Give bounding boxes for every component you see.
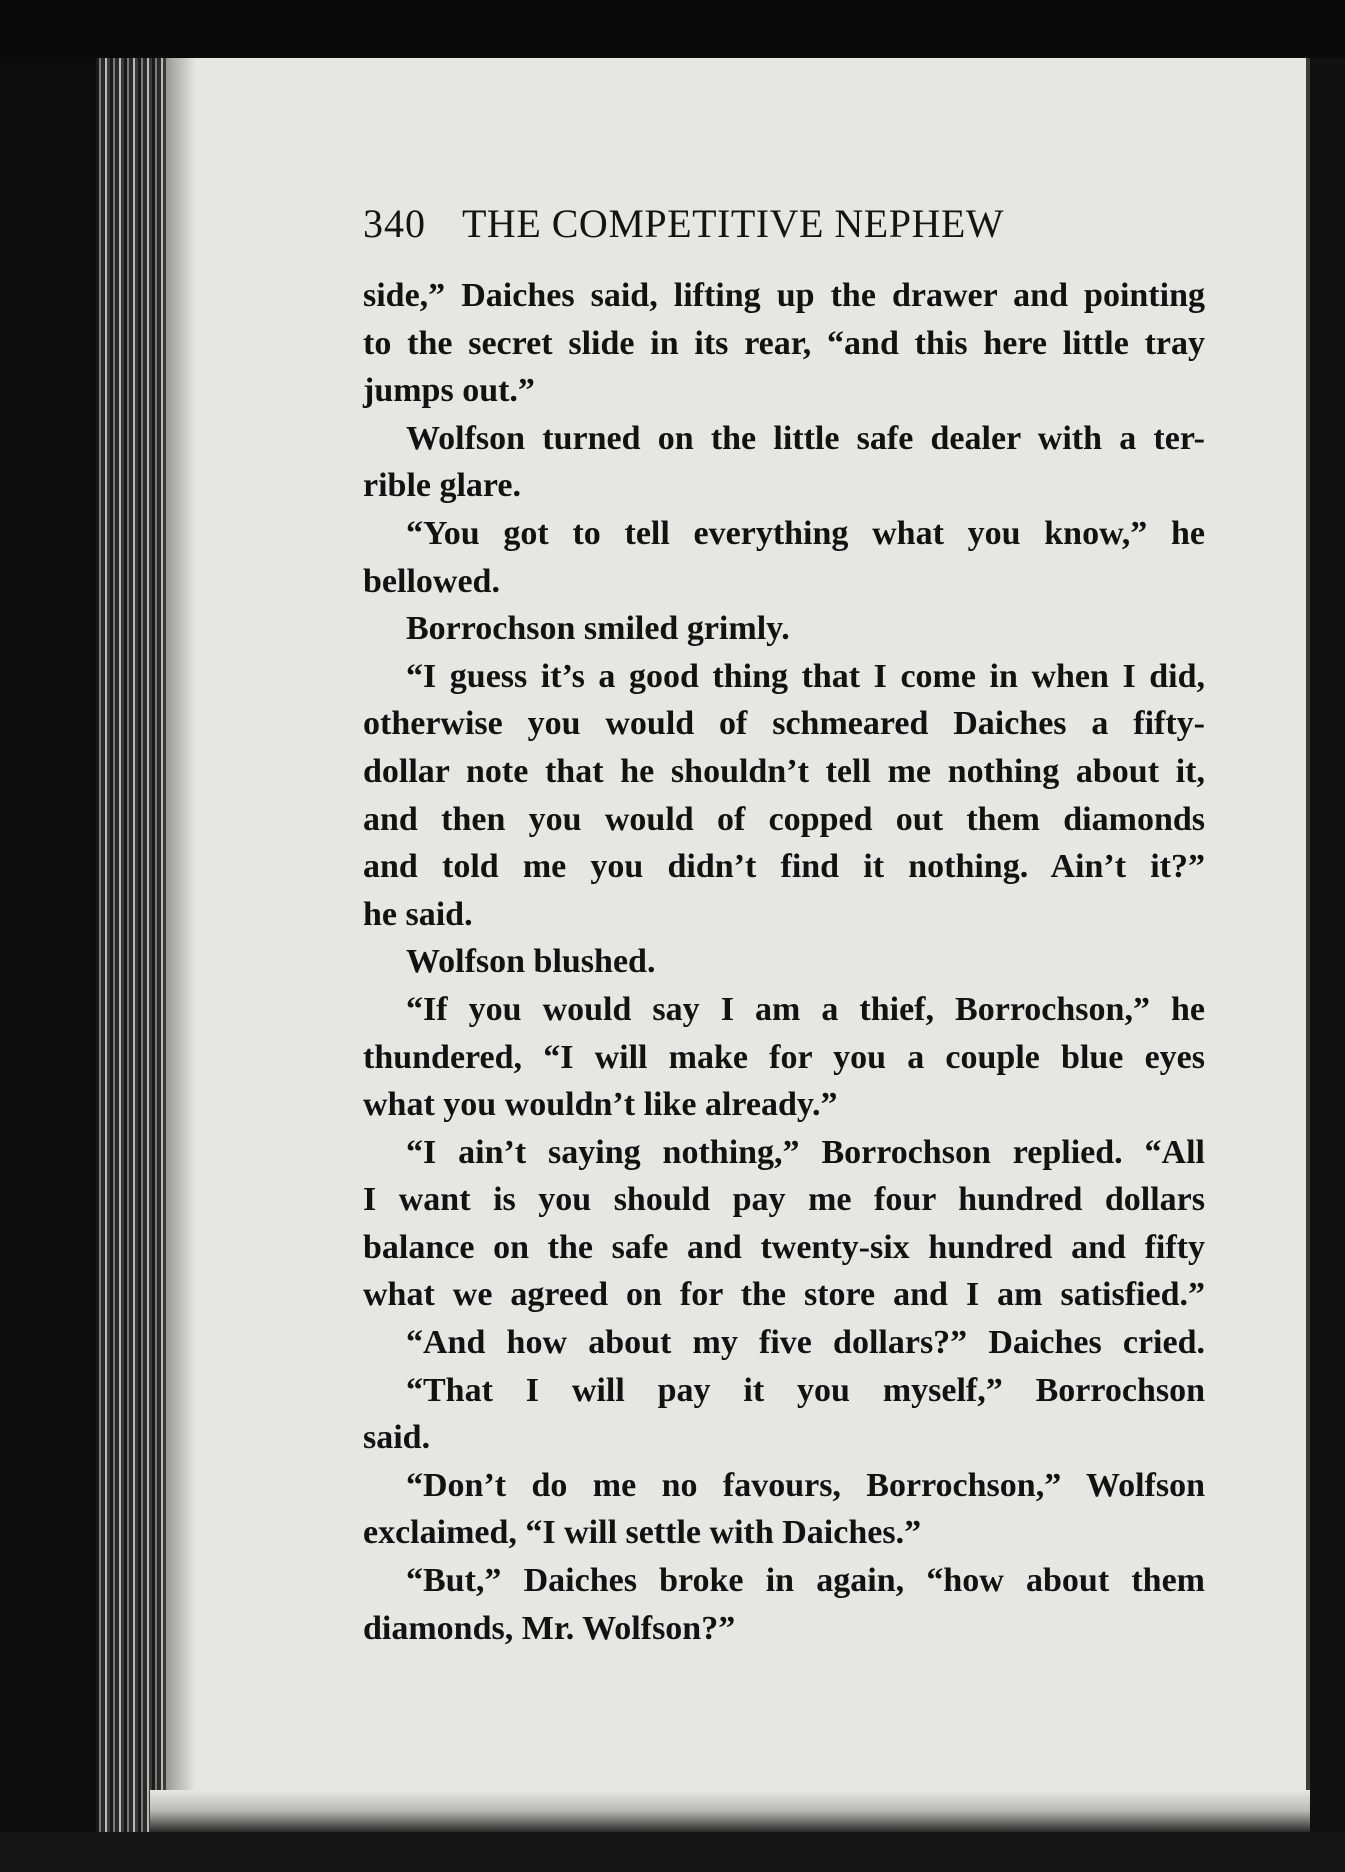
text-line: Wolfson turned on the little safe dealer with a ter- [406,419,1205,457]
running-head [363,200,1263,260]
scanner-background-right [1310,58,1345,1872]
text-line: Wolfson blushed. [406,943,656,981]
page-bottom-edge [150,1790,1310,1832]
text-line: diamonds, Mr. Wolfson?” [363,1609,736,1647]
text-line: “I guess it’s a good thing that I come in when I did, [406,657,1205,695]
scanner-background-bottom [0,1832,1345,1872]
text-line: to the secret slide in its rear, “and this here little tray [363,324,1205,362]
text-line: said. [363,1419,431,1457]
text-line: and told me you didn’t find it nothing. Ain’t it?” [363,848,1205,886]
text-line: “But,” Daiches broke in again, “how about them [406,1562,1205,1600]
running-title: THE COMPETITIVE NEPHEW [462,201,1005,246]
page-text [363,272,1205,1652]
text-line: I want is you should pay me four hundred dollars [363,1181,1205,1219]
gutter-shadow [166,58,196,1832]
text-line: “That I will pay it you myself,” Borrochson [406,1371,1205,1409]
text-line: thundered, “I will make for you a couple blue eyes [363,1038,1205,1076]
text-line: “If you would say I am a thief, Borrochson,” he [406,990,1205,1028]
text-line: “You got to tell everything what you know,” he [406,514,1205,552]
text-line: “I ain’t saying nothing,” Borrochson replied. “All [406,1133,1205,1171]
text-line: Borrochson smiled grimly. [406,610,790,648]
text-line: otherwise you would of schmeared Daiches a fifty- [363,705,1205,743]
text-line: jumps out.” [363,372,535,410]
text-line: dollar note that he shouldn’t tell me nothing about it, [363,752,1205,790]
book-gutter-edge [96,58,166,1832]
page-number: 340 [363,201,426,246]
text-line: and then you would of copped out them diamonds [363,800,1205,838]
text-line: side,” Daiches said, lifting up the drawer and pointing [363,277,1205,314]
text-line: “Don’t do me no favours, Borrochson,” Wolfson [406,1466,1205,1504]
text-line: balance on the safe and twenty-six hundred and fifty [363,1228,1205,1266]
scanner-background-top [0,0,1345,62]
text-line: what you wouldn’t like already.” [363,1086,838,1124]
text-line: “And how about my five dollars?” Daiches cried. [406,1324,1205,1362]
text-line: exclaimed, “I will settle with Daiches.” [363,1514,922,1552]
text-line: what we agreed on for the store and I am satisfied.” [363,1276,1205,1314]
text-line: he said. [363,895,473,933]
text-line: bellowed. [363,562,500,600]
text-line: rible glare. [363,467,521,505]
